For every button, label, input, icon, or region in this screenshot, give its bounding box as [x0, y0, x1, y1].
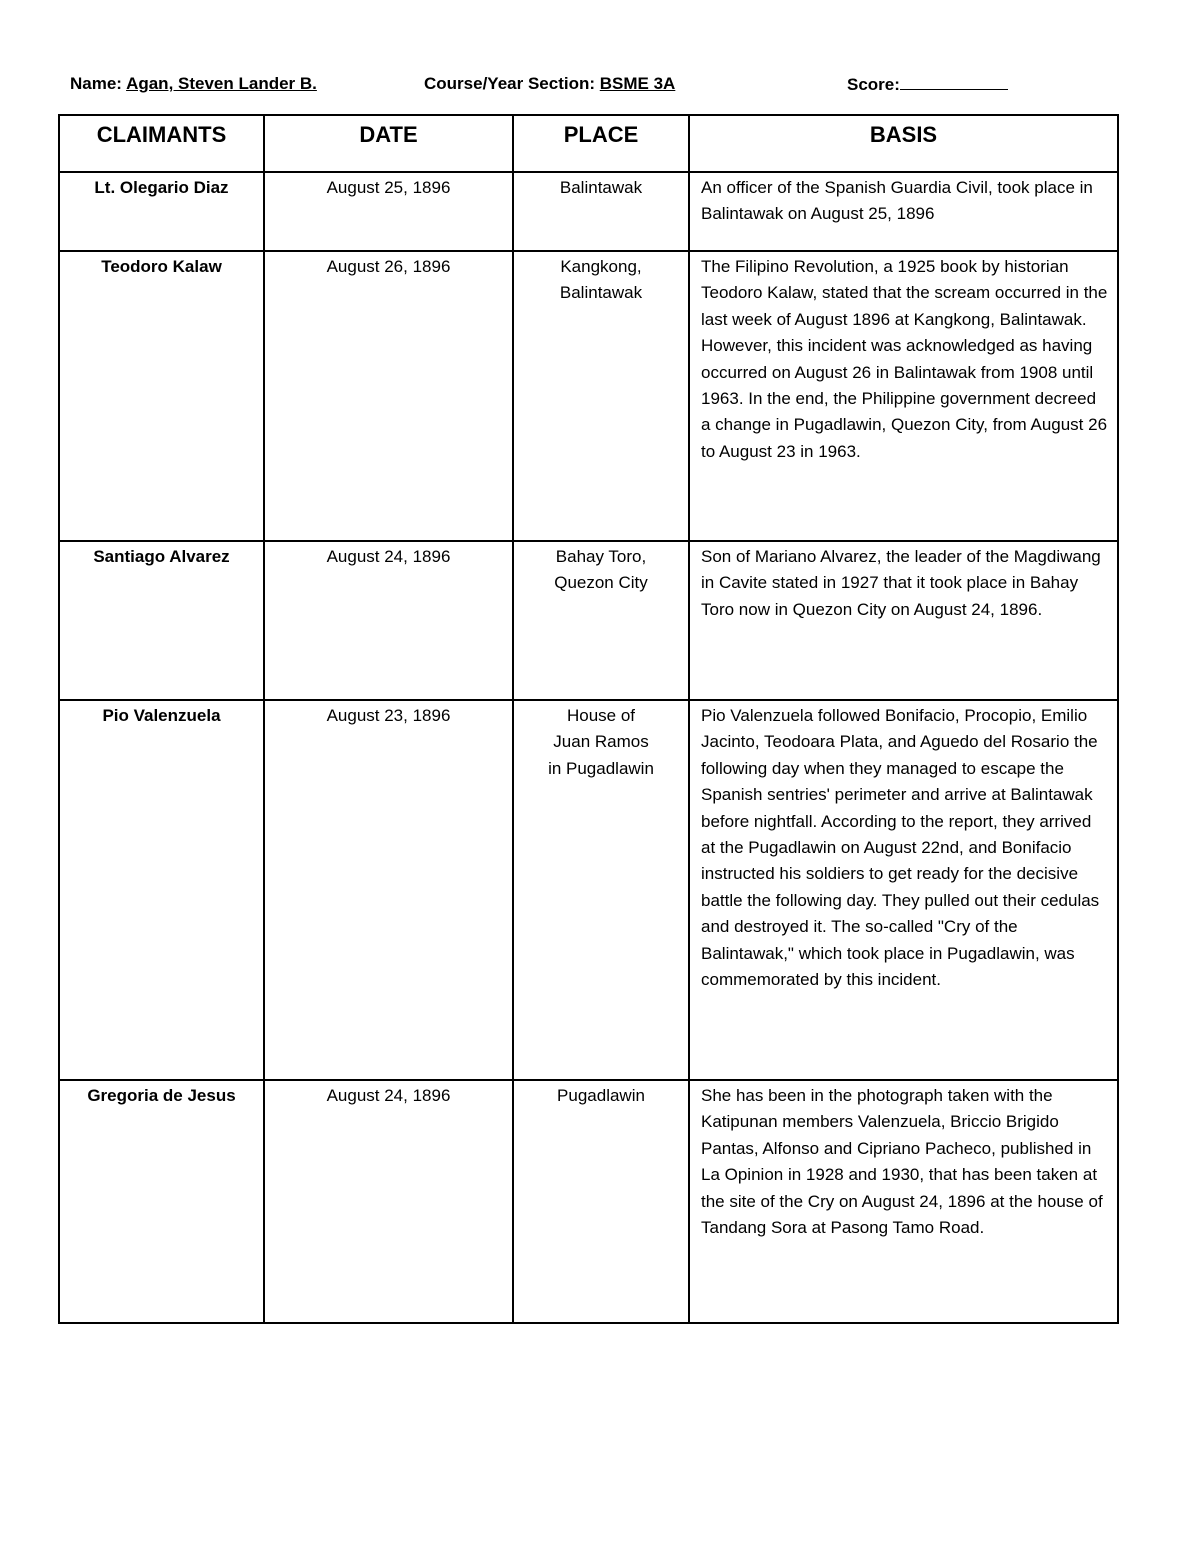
basis-cell: An officer of the Spanish Guardia Civil, took place in Balintawak on August 25, 1896	[689, 172, 1118, 251]
claimant-cell: Teodoro Kalaw	[59, 251, 264, 541]
score-field	[847, 74, 1008, 95]
basis-cell: Pio Valenzuela followed Bonifacio, Procopio, Emilio Jacinto, Teodoara Plata, and Aguedo del Rosario the following day when they managed to escape the Spanish sentries' perimeter and arrive at Balintawak before nightfall. According to the report, they arrived at the Pugadlawin on August 22nd, and Bonifacio instructed his soldiers to get ready for the decisive battle the following day. They pulled out their cedulas and destroyed it. The so-called "Cry of the Balintawak," which took place in Pugadlawin, was commemorated by this incident.	[689, 700, 1118, 1080]
claimant-cell: Santiago Alvarez	[59, 541, 264, 700]
date-cell: August 25, 1896	[264, 172, 513, 251]
score-label: Score:	[847, 75, 900, 94]
table-row	[59, 251, 1118, 541]
table-header-row	[59, 115, 1118, 172]
course-label: Course/Year Section:	[424, 74, 596, 93]
basis-cell: The Filipino Revolution, a 1925 book by historian Teodoro Kalaw, stated that the scream occurred in the last week of August 1896 at Kangkong, Balintawak. However, this incident was acknowledged as having occurred on August 26 in Balintawak from 1908 until 1963. In the end, the Philippine government decreed a change in Pugadlawin, Quezon City, from August 26 to August 23 in 1963.	[689, 251, 1118, 541]
table-row	[59, 541, 1118, 700]
name-label: Name:	[70, 74, 122, 93]
basis-cell: Son of Mariano Alvarez, the leader of the Magdiwang in Cavite stated in 1927 that it took place in Bahay Toro now in Quezon City on August 24, 1896.	[689, 541, 1118, 700]
table-row	[59, 1080, 1118, 1323]
name-value: Agan, Steven Lander B.	[126, 74, 317, 93]
date-cell: August 23, 1896	[264, 700, 513, 1080]
column-header-place: PLACE	[513, 115, 689, 172]
course-value: BSME 3A	[599, 74, 676, 93]
name-field	[70, 74, 317, 94]
place-cell: Balintawak	[513, 172, 689, 251]
course-field	[424, 74, 675, 94]
document-header	[70, 74, 1120, 100]
claimant-cell: Lt. Olegario Diaz	[59, 172, 264, 251]
claimants-table	[58, 114, 1119, 1324]
column-header-date: DATE	[264, 115, 513, 172]
date-cell: August 24, 1896	[264, 1080, 513, 1323]
table-row	[59, 700, 1118, 1080]
basis-cell: She has been in the photograph taken with the Katipunan members Valenzuela, Briccio Brigido Pantas, Alfonso and Cipriano Pacheco, published in La Opinion in 1928 and 1930, that has been taken at the site of the Cry on August 24, 1896 at the house of Tandang Sora at Pasong Tamo Road.	[689, 1080, 1118, 1323]
date-cell: August 26, 1896	[264, 251, 513, 541]
claimant-cell: Gregoria de Jesus	[59, 1080, 264, 1323]
claimant-cell: Pio Valenzuela	[59, 700, 264, 1080]
place-cell: House of Juan Ramos in Pugadlawin	[513, 700, 689, 1080]
table-row	[59, 172, 1118, 251]
score-blank-line	[900, 74, 1008, 90]
place-cell: Pugadlawin	[513, 1080, 689, 1323]
place-cell: Bahay Toro, Quezon City	[513, 541, 689, 700]
date-cell: August 24, 1896	[264, 541, 513, 700]
column-header-claimants: CLAIMANTS	[59, 115, 264, 172]
place-cell: Kangkong, Balintawak	[513, 251, 689, 541]
column-header-basis: BASIS	[689, 115, 1118, 172]
